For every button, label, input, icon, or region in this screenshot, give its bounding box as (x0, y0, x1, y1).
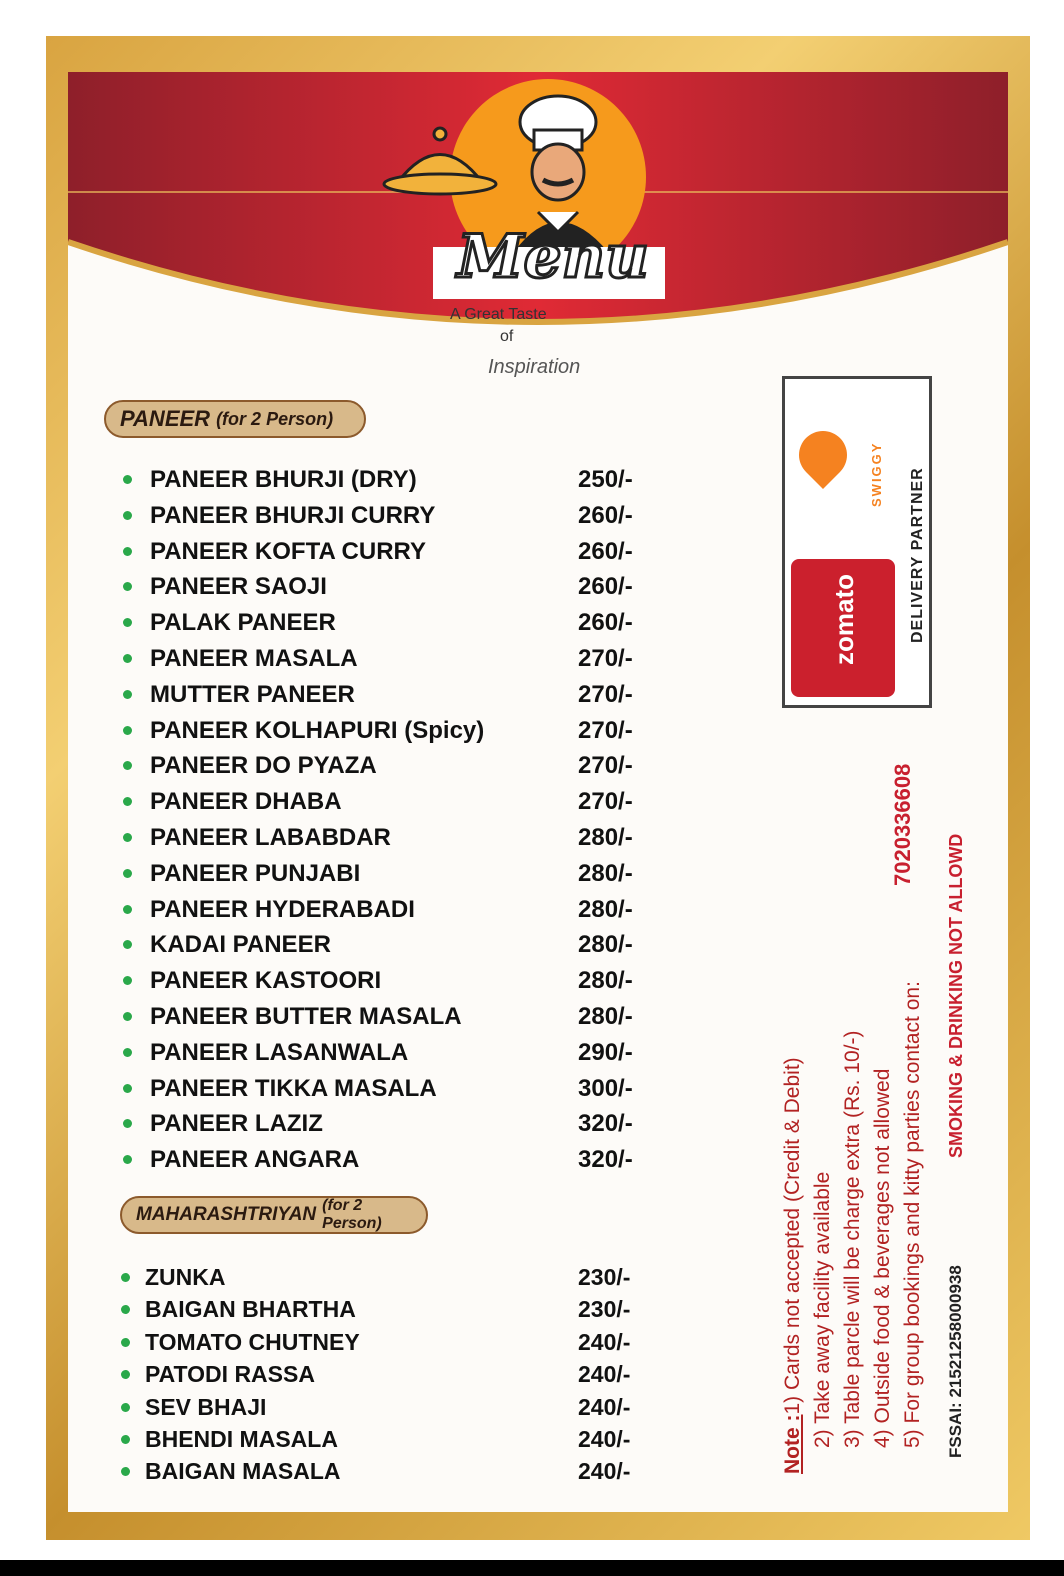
section-header-paneer (104, 400, 366, 438)
menu-item-price: 270/- (578, 680, 633, 708)
bullet-icon (123, 905, 132, 914)
menu-item-price: 280/- (578, 1003, 633, 1030)
menu-item (0, 748, 640, 782)
menu-item-price: 230/- (578, 1264, 631, 1290)
menu-item (0, 1325, 640, 1359)
bullet-icon (123, 761, 132, 770)
menu-item-name: PANEER MASALA (150, 645, 358, 672)
menu-item-name: BAIGAN BHARTHA (145, 1296, 356, 1323)
menu-item-price: 240/- (578, 1328, 631, 1355)
note-line: 5) For group bookings and kitty parties contact on: (901, 981, 924, 1448)
menu-item-price: 240/- (578, 1361, 631, 1388)
menu-item-price: 270/- (578, 716, 633, 744)
menu-item (0, 462, 640, 496)
menu-item-price: 320/- (578, 1146, 633, 1174)
menu-item-name: PALAK PANEER (150, 609, 336, 637)
bullet-icon (121, 1305, 130, 1314)
menu-item-price: 280/- (578, 859, 633, 887)
bullet-icon (121, 1370, 130, 1379)
bullet-icon (123, 1012, 132, 1021)
bullet-icon (123, 1084, 132, 1093)
bullet-icon (121, 1403, 130, 1412)
menu-item-name: PANEER ANGARA (150, 1146, 360, 1174)
menu-item-name: PANEER BHURJI CURRY (150, 501, 436, 529)
menu-item-name: PATODI RASSA (145, 1361, 315, 1388)
menu-item-name: ZUNKA (145, 1264, 226, 1290)
menu-item-price: 280/- (578, 967, 633, 995)
menu-item-price: 260/- (578, 609, 633, 637)
bullet-icon (123, 726, 132, 735)
menu-item-name: PANEER BHURJI (DRY) (150, 466, 417, 493)
menu-item-price: 260/- (578, 537, 633, 565)
menu-item (0, 999, 640, 1033)
menu-item (0, 677, 640, 711)
menu-item (0, 713, 640, 747)
bullet-icon (123, 654, 132, 663)
bullet-icon (123, 940, 132, 949)
menu-item-price: 270/- (578, 752, 633, 780)
bottom-bar (0, 1560, 1064, 1576)
bullet-icon (123, 869, 132, 878)
menu-item-price: 270/- (578, 645, 633, 672)
menu-item-price: 260/- (578, 573, 633, 601)
menu-item-price: 300/- (578, 1074, 633, 1102)
menu-item-name: PANEER DHABA (150, 788, 342, 816)
bullet-icon (123, 1155, 132, 1164)
notes-label: Note : (781, 1414, 804, 1474)
fssai-number: FSSAI: 21521258000938 (946, 1265, 965, 1458)
menu-item-name: PANEER KOFTA CURRY (150, 537, 426, 565)
menu-item (0, 927, 640, 961)
menu-item-price: 280/- (578, 895, 633, 923)
bullet-icon (123, 582, 132, 591)
menu-item-name: BHENDI MASALA (145, 1426, 338, 1452)
bullet-icon (123, 690, 132, 699)
menu-item-name: PANEER KOLHAPURI (Spicy) (150, 716, 485, 744)
zomato-label: zomato (829, 574, 859, 665)
note-line: 1) Cards not accepted (Credit & Debit) (781, 1057, 804, 1415)
bullet-icon (123, 797, 132, 806)
menu-item-name: PANEER PUNJABI (150, 859, 361, 887)
swiggy-logo (789, 421, 857, 489)
menu-item-name: PANEER SAOJI (150, 573, 327, 601)
menu-item-price: 240/- (578, 1426, 631, 1452)
tagline-line-2: of (500, 328, 514, 345)
zomato-logo (791, 559, 895, 697)
menu-item (0, 1142, 640, 1176)
menu-item-name: PANEER KASTOORI (150, 967, 382, 995)
bullet-icon (121, 1338, 130, 1347)
menu-item-price: 280/- (578, 824, 633, 851)
menu-item-price: 270/- (578, 788, 633, 816)
menu-item (0, 1390, 640, 1424)
menu-item-name: BAIGAN MASALA (145, 1458, 341, 1485)
bullet-icon (123, 1048, 132, 1057)
menu-item (0, 1454, 640, 1488)
delivery-partner-label: DELIVERY PARTNER (909, 467, 926, 643)
menu-item-price: 240/- (578, 1458, 631, 1485)
menu-item-name: PANEER BUTTER MASALA (150, 1003, 462, 1030)
notes-block (778, 981, 928, 1474)
menu-item (0, 1071, 640, 1105)
menu-item-name: PANEER HYDERABADI (150, 895, 415, 923)
bullet-icon (121, 1273, 130, 1282)
menu-item-price: 230/- (578, 1296, 631, 1323)
menu-title: Menu (457, 222, 649, 292)
tagline-line-1: A Great Taste (450, 306, 547, 323)
menu-item-name: MUTTER PANEER (150, 680, 355, 708)
bullet-icon (121, 1467, 130, 1476)
section-subtitle: (for 2 Person) (216, 408, 334, 429)
menu-item-name: PANEER TIKKA MASALA (150, 1074, 437, 1102)
bullet-icon (121, 1435, 130, 1444)
menu-item (0, 1422, 640, 1456)
swiggy-label: SWIGGY (869, 441, 884, 507)
menu-item (0, 534, 640, 568)
menu-item (0, 1357, 640, 1391)
menu-item-name: TOMATO CHUTNEY (145, 1328, 360, 1355)
section-subtitle: (for 2 Person) (322, 1197, 382, 1232)
note-line: 4) Outside food & beverages not allowed (871, 1068, 894, 1448)
menu-item-price: 240/- (578, 1393, 631, 1420)
smoking-notice: SMOKING & DRINKING NOT ALLOWD (946, 833, 966, 1158)
menu-item (0, 605, 640, 639)
menu-item (0, 892, 640, 926)
tagline-line-3: Inspiration (488, 356, 581, 378)
menu-item-name: PANEER LAZIZ (150, 1110, 323, 1138)
menu-item-price: 280/- (578, 931, 633, 959)
menu-item (0, 641, 640, 675)
menu-item-price: 290/- (578, 1038, 633, 1066)
bullet-icon (123, 618, 132, 627)
menu-item-name: KADAI PANEER (150, 931, 331, 959)
menu-item-price: 260/- (578, 501, 633, 529)
menu-item (0, 498, 640, 532)
menu-item (0, 856, 640, 890)
menu-item (0, 569, 640, 603)
section-header-maharashtriyan (120, 1196, 428, 1234)
menu-item (0, 1106, 640, 1140)
bullet-icon (123, 1119, 132, 1128)
menu-item (0, 963, 640, 997)
bullet-icon (123, 511, 132, 520)
delivery-partner-box (782, 376, 932, 708)
bullet-icon (123, 475, 132, 484)
menu-item-name: PANEER LABABDAR (150, 824, 391, 851)
menu-item-price: 250/- (578, 466, 633, 493)
menu-item (0, 820, 640, 854)
contact-phone: 7020336608 (890, 763, 915, 886)
menu-item-price: 320/- (578, 1110, 633, 1138)
note-line: 3) Table parcle will be charge extra (Rs. 10/-) (841, 1030, 864, 1448)
menu-item (0, 1035, 640, 1069)
menu-item (0, 1260, 640, 1294)
bullet-icon (123, 547, 132, 556)
menu-item-name: SEV BHAJI (145, 1393, 267, 1420)
section-title: MAHARASHTRIYAN (136, 1204, 317, 1225)
bullet-icon (123, 833, 132, 842)
note-line: 2) Take away facility available (811, 1171, 834, 1448)
menu-item-name: PANEER DO PYAZA (150, 752, 377, 780)
section-title: PANEER (120, 406, 211, 431)
bullet-icon (123, 976, 132, 985)
menu-item (0, 1292, 640, 1326)
menu-item (0, 784, 640, 818)
menu-item-name: PANEER LASANWALA (150, 1038, 409, 1066)
